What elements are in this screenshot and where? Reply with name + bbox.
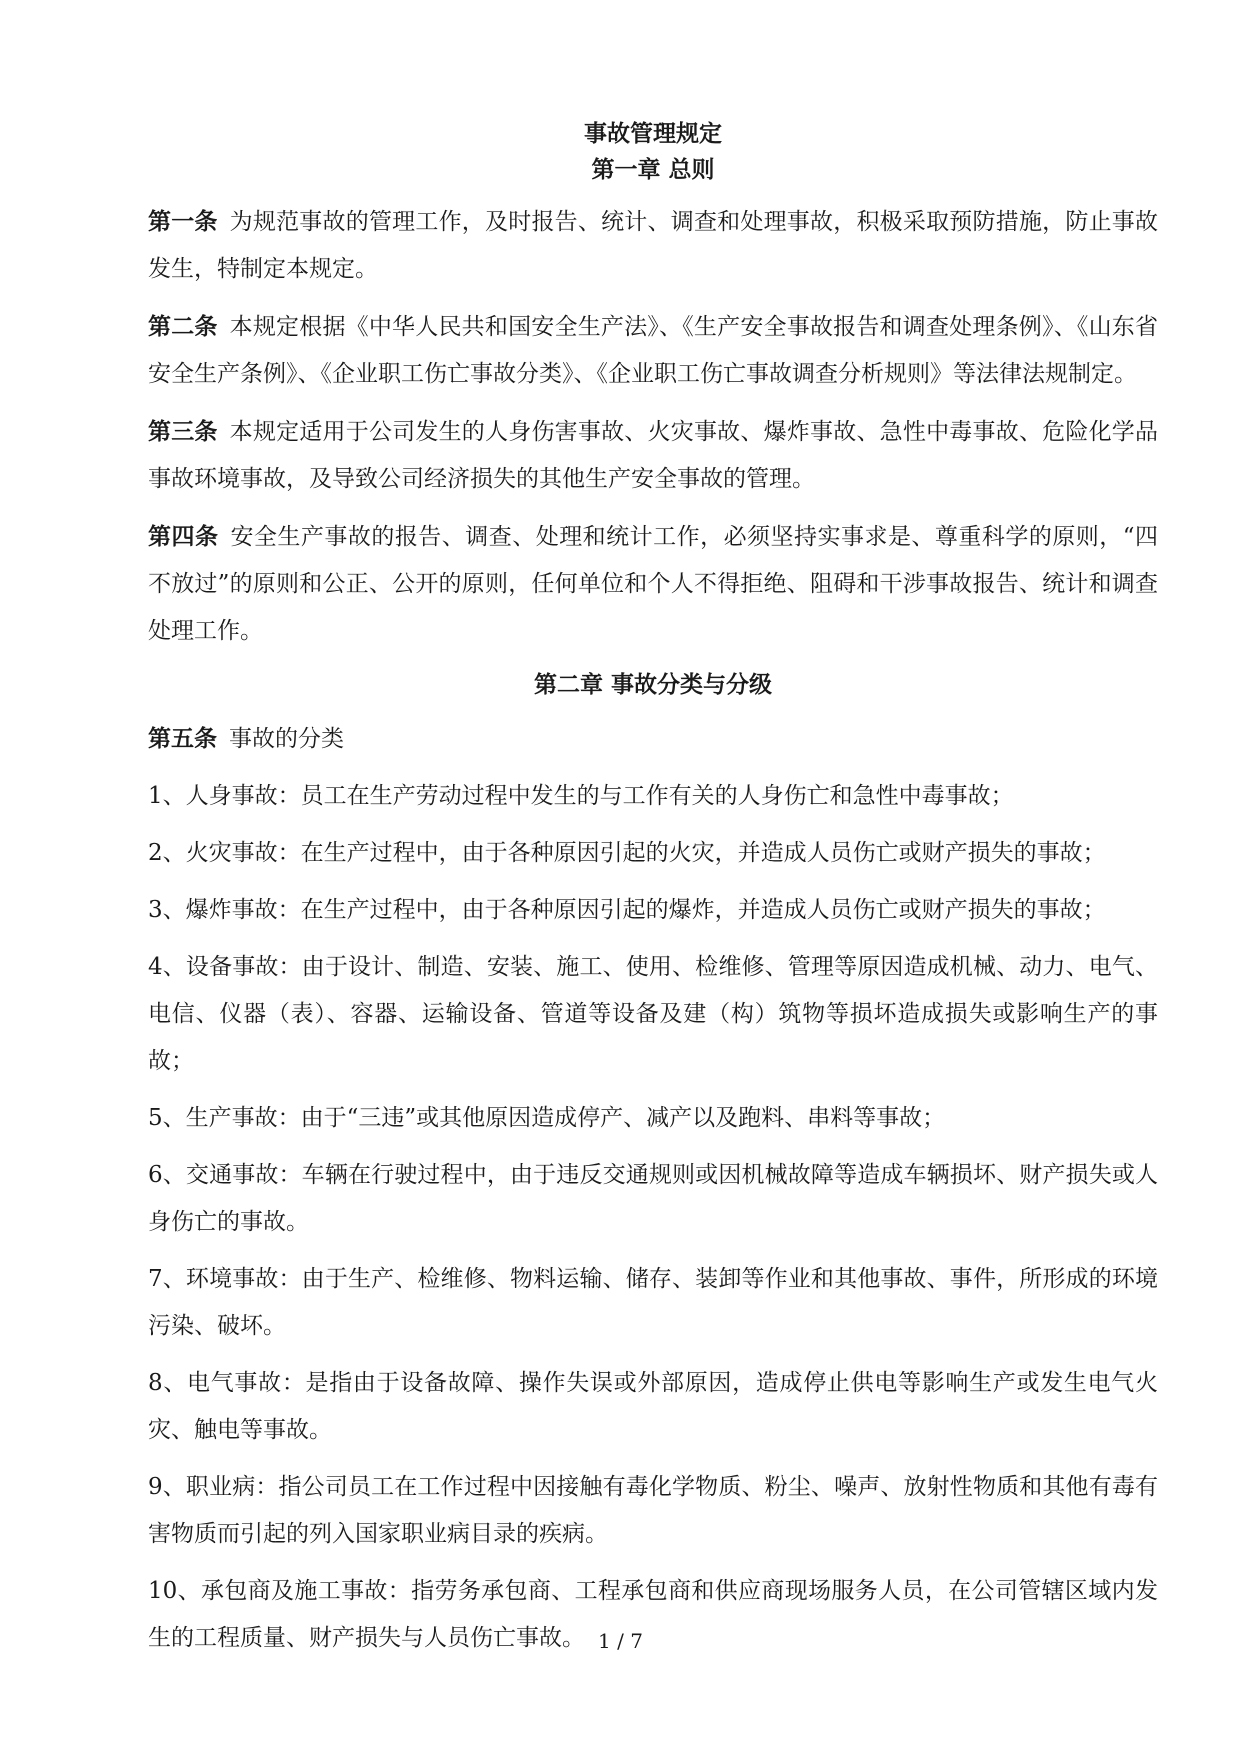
list-item: 6、交通事故：车辆在行驶过程中，由于违反交通规则或因机械故障等造成车辆损坏、财产损失或人身伤亡的事故。 [148, 1162, 1158, 1235]
list-item: 3、爆炸事故：在生产过程中，由于各种原因引起的爆炸，并造成人员伤亡或财产损失的事故； [148, 897, 1106, 923]
article-label: 第一条 [148, 208, 218, 235]
chapter-heading-1: 第一章 总则 [591, 156, 715, 183]
article-3 [148, 408, 1158, 503]
chapter-heading-2: 第二章 事故分类与分级 [533, 671, 772, 698]
list-item: 2、火灾事故：在生产过程中，由于各种原因引起的火灾，并造成人员伤亡或财产损失的事故； [148, 840, 1106, 866]
list-item: 5、生产事故：由于“三违”或其他原因造成停产、减产以及跑料、串料等事故； [148, 1105, 946, 1131]
article-label: 第五条 [148, 725, 217, 752]
article-label: 第二条 [148, 313, 218, 340]
article-5 [148, 715, 1158, 763]
article-text: 为规范事故的管理工作，及时报告、统计、调查和处理事故，积极采取预防措施，防止事故发生，特制定本规定。 [148, 209, 1159, 282]
list-item: 10、承包商及施工事故：指劳务承包商、工程承包商和供应商现场服务人员，在公司管辖区域内发生的工程质量、财产损失与人员伤亡事故。 [148, 1578, 1158, 1651]
article-text: 安全生产事故的报告、调查、处理和统计工作，必须坚持实事求是、尊重科学的原则，“四不放过”的原则和公正、公开的原则，任何单位和个人不得拒绝、阻碍和干涉事故报告、统计和调查处理工作。 [148, 524, 1159, 644]
article-text: 事故的分类 [229, 726, 344, 752]
article-1 [148, 198, 1158, 293]
list-item: 1、人身事故：员工在生产劳动过程中发生的与工作有关的人身伤亡和急性中毒事故； [148, 783, 1014, 809]
article-label: 第三条 [148, 418, 218, 445]
list-item: 9、职业病：指公司员工在工作过程中因接触有毒化学物质、粉尘、噪声、放射性物质和其他有毒有害物质而引起的列入国家职业病目录的疾病。 [148, 1474, 1158, 1547]
page-number: 1 / 7 [598, 1629, 643, 1653]
article-text: 本规定适用于公司发生的人身伤害事故、火灾事故、爆炸事故、急性中毒事故、危险化学品事故环境事故，及导致公司经济损失的其他生产安全事故的管理。 [148, 419, 1159, 492]
article-label: 第四条 [148, 523, 219, 550]
list-item: 8、电气事故：是指由于设备故障、操作失误或外部原因，造成停止供电等影响生产或发生电气火灾、触电等事故。 [148, 1370, 1158, 1443]
document-body [148, 116, 1158, 1672]
list-item: 4、设备事故：由于设计、制造、安装、施工、使用、检维修、管理等原因造成机械、动力、电气、电信、仪器（表）、容器、运输设备、管道等设备及建（构）筑物等损坏造成损失或影响生产的事故； [148, 954, 1158, 1074]
article-text: 本规定根据《中华人民共和国安全生产法》、《生产安全事故报告和调查处理条例》、《山东省安全生产条例》、《企业职工伤亡事故分类》、《企业职工伤亡事故调查分析规则》等法律法规制定。 [148, 314, 1159, 387]
list-item: 7、环境事故：由于生产、检维修、物料运输、储存、装卸等作业和其他事故、事件，所形成的环境污染、破坏。 [148, 1266, 1158, 1339]
document-title: 事故管理规定 [584, 120, 722, 147]
article-4 [148, 513, 1158, 655]
article-2 [148, 303, 1158, 398]
